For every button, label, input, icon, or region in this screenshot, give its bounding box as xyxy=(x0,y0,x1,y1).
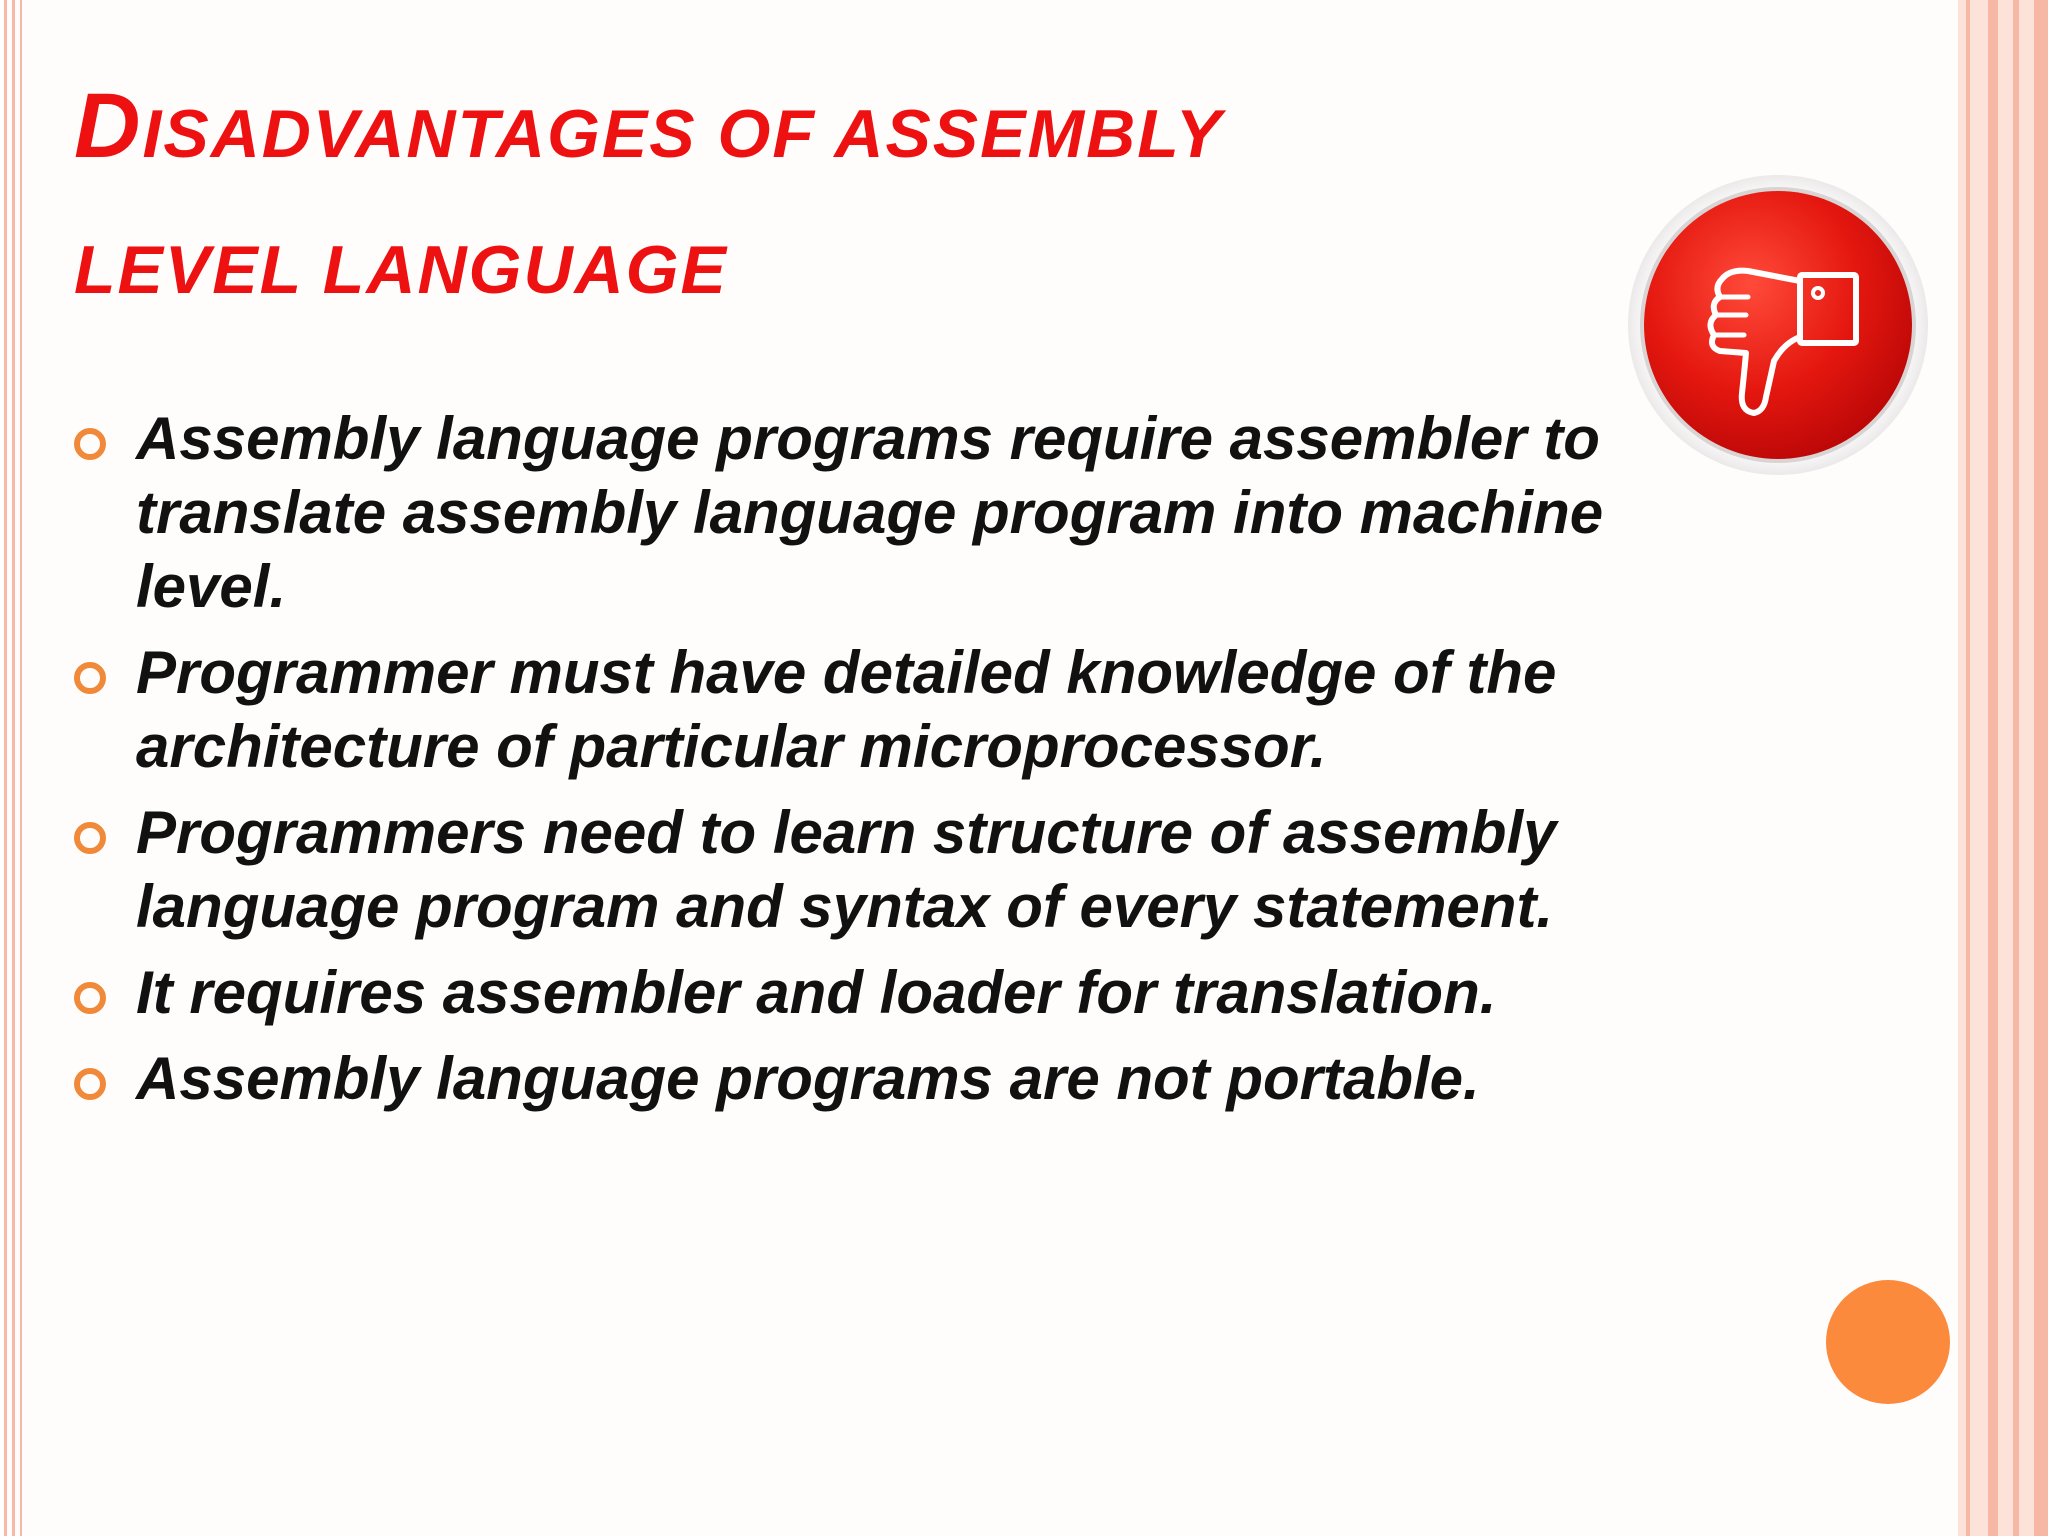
ring-bullet-icon xyxy=(74,982,106,1014)
ring-bullet-icon xyxy=(74,662,106,694)
title-line-2: LEVEL LANGUAGE xyxy=(74,232,728,308)
bullet-text: Programmer must have detailed knowledge of the architecture of particular microprocessor. xyxy=(136,639,1557,780)
bullet-text: Assembly language programs are not portable. xyxy=(136,1045,1480,1112)
left-border-decoration xyxy=(0,0,30,1536)
title-first-letter: D xyxy=(74,75,143,177)
bullet-list xyxy=(74,402,1754,1128)
list-item xyxy=(74,402,1754,624)
ring-bullet-icon xyxy=(74,1068,106,1100)
slide-title xyxy=(74,58,1634,338)
ring-bullet-icon xyxy=(74,822,106,854)
list-item xyxy=(74,1042,1754,1116)
list-item xyxy=(74,796,1754,944)
orange-circle-decoration xyxy=(1826,1280,1950,1404)
list-item xyxy=(74,636,1754,784)
bullet-text: Programmers need to learn structure of assembly language program and syntax of every statement. xyxy=(136,799,1557,940)
bullet-text: Assembly language programs require assembler to translate assembly language program into machine level. xyxy=(136,405,1604,620)
bullet-text: It requires assembler and loader for translation. xyxy=(136,959,1497,1026)
right-stripe-decoration xyxy=(1958,0,2048,1536)
list-item xyxy=(74,956,1754,1030)
title-line-1: ISADVANTAGES OF ASSEMBLY xyxy=(142,96,1224,172)
ring-bullet-icon xyxy=(74,428,106,460)
